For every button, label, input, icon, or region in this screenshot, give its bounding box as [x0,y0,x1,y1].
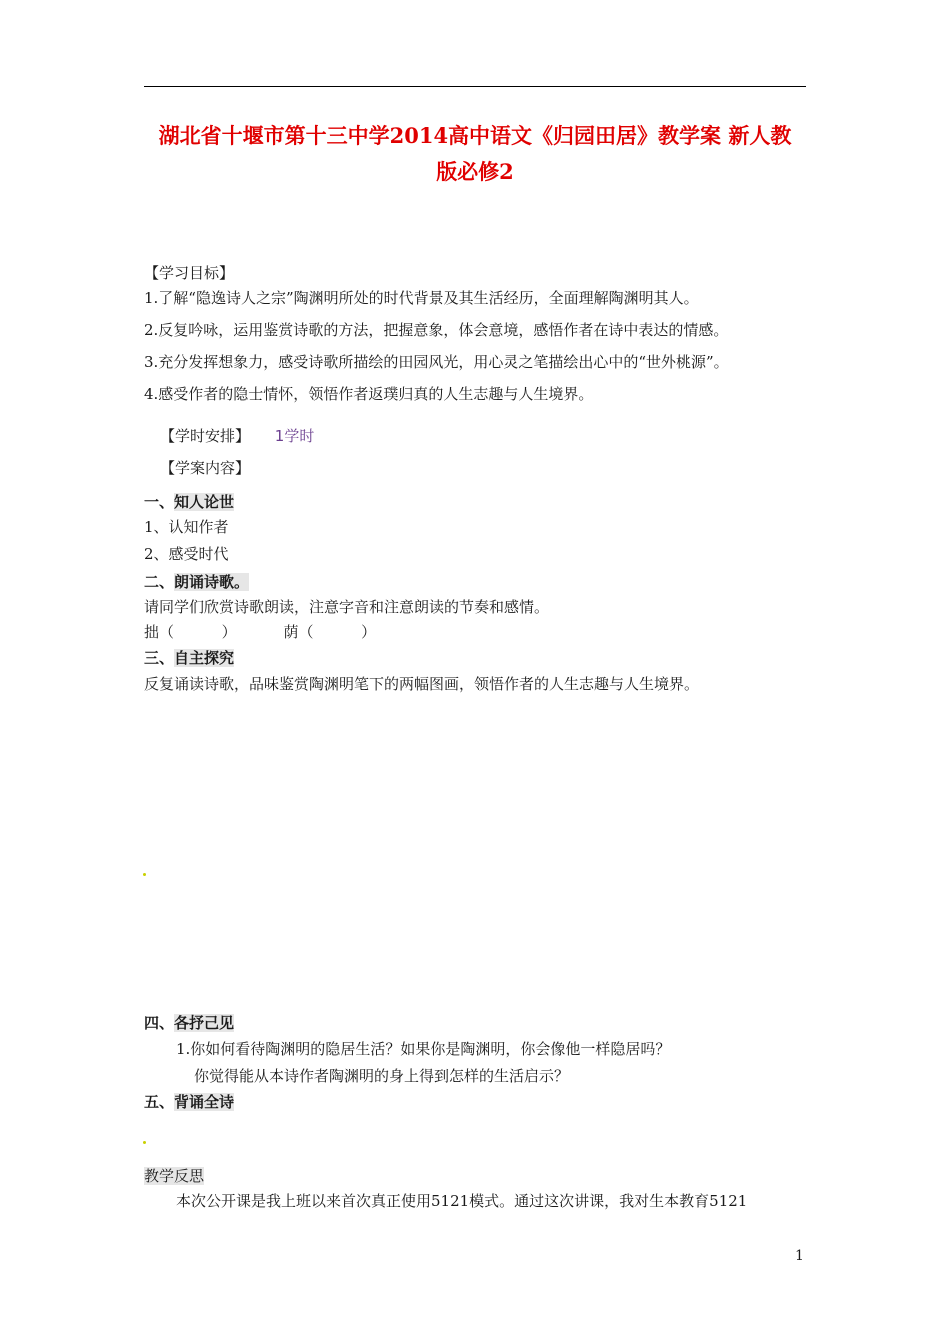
page-number: 1 [795,1248,804,1264]
objective-1: 1.了解“隐逸诗人之宗”陶渊明所处的时代背景及其生活经历，全面理解陶渊明其人。 [144,289,699,307]
pronunciation-blank-2: 荫（ ） [283,623,377,641]
section-1-item-1: 1、认知作者 [144,518,229,536]
revision-marker [143,1141,146,1144]
section-2-blanks [144,621,376,643]
section-2-text: 请同学们欣赏诗歌朗读，注意字音和注意朗读的节奏和感情。 [144,598,550,616]
section-4-question-2: 你觉得能从本诗作者陶渊明的身上得到怎样的生活启示？ [194,1067,570,1085]
section-1-item-2: 2、感受时代 [144,545,229,563]
section-2-title: 朗诵诗歌。 [174,573,250,591]
section-4-title: 各抒己见 [174,1014,235,1032]
section-5-heading [144,1091,234,1113]
header-rule [144,86,806,87]
section-3-heading [144,647,234,669]
title-line-2: 版必修2 [436,159,514,184]
section-1-heading [144,491,234,513]
section-5-title: 背诵全诗 [174,1093,235,1111]
section-2-heading [144,571,249,593]
objective-4: 4.感受作者的隐士情怀，领悟作者返璞归真的人生志趣与人生境界。 [144,385,594,403]
section-1-title: 知人论世 [174,493,235,511]
schedule-label: 【学时安排】 [160,427,251,445]
reflection-heading [144,1165,204,1187]
pronunciation-blank-1: 拙（ ） [144,623,237,641]
section-4-heading [144,1012,234,1034]
schedule-value: 1学时 [274,427,315,445]
document-title [144,118,806,190]
title-line-1: 湖北省十堰市第十三中学2014高中语文《归园田居》教学案 新人教 [158,123,792,148]
reflection-text: 本次公开课是我上班以来首次真正使用5121模式。通过这次讲课，我对生本教育5121 [176,1192,748,1210]
section-4-question-1: 1.你如何看待陶渊明的隐居生活？如果你是陶渊明，你会像他一样隐居吗？ [176,1040,671,1058]
revision-marker [143,873,146,876]
schedule-row [160,425,314,447]
objectives-heading: 【学习目标】 [144,264,235,282]
section-3-title: 自主探究 [174,649,235,667]
objective-2: 2.反复吟咏，运用鉴赏诗歌的方法，把握意象，体会意境，感悟作者在诗中表达的情感。 [144,321,729,339]
section-3-num: 三、 [144,649,175,667]
section-5-num: 五、 [144,1093,175,1111]
section-4-num: 四、 [144,1014,175,1032]
reflection-title: 教学反思 [144,1167,205,1185]
objective-3: 3.充分发挥想象力，感受诗歌所描绘的田园风光，用心灵之笔描绘出心中的“世外桃源”。 [144,353,729,371]
section-3-text: 反复诵读诗歌，品味鉴赏陶渊明笔下的两幅图画，领悟作者的人生志趣与人生境界。 [144,675,700,693]
section-1-num: 一、 [144,493,175,511]
content-label: 【学案内容】 [160,459,251,477]
section-2-num: 二、 [144,573,175,591]
